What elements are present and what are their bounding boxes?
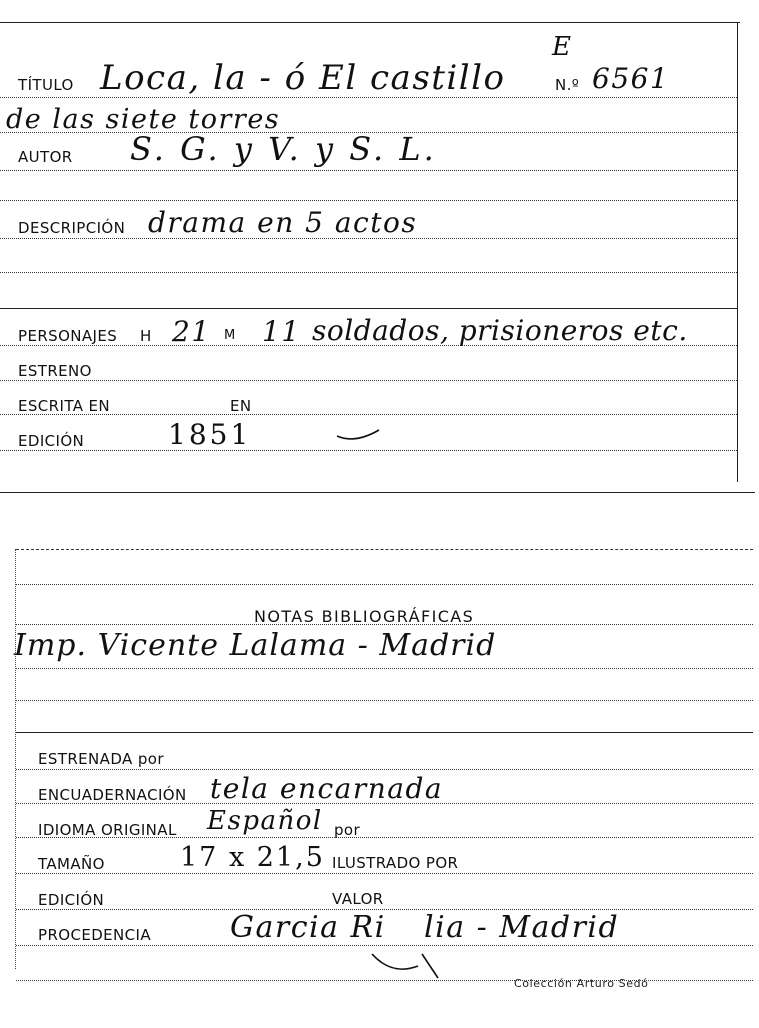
personajes-m-label: M bbox=[224, 328, 236, 343]
numero-label: N.º bbox=[555, 76, 580, 94]
en-label: EN bbox=[230, 397, 252, 415]
personajes-label: PERSONAJES bbox=[18, 327, 118, 345]
titulo-value: Loca, la - ó El castillo bbox=[100, 58, 506, 98]
personajes-h-label: H bbox=[140, 327, 152, 345]
card-bottom-edge bbox=[0, 492, 755, 493]
tamano-value: 17 x 21,5 bbox=[180, 842, 325, 873]
estrenada-por-label: ESTRENADA por bbox=[38, 750, 164, 768]
titulo-label: TÍTULO bbox=[18, 76, 74, 94]
descripcion-label: DESCRIPCIÓN bbox=[18, 219, 126, 237]
edicion-label: EDICIÓN bbox=[18, 432, 85, 450]
catalog-card-top bbox=[0, 0, 759, 495]
pen-stroke-mark bbox=[368, 940, 448, 980]
pen-stroke-mark bbox=[335, 426, 385, 446]
titulo-value-continued: de las siete torres bbox=[6, 104, 281, 135]
rule-line bbox=[0, 272, 737, 273]
numero-mark: E bbox=[552, 32, 573, 62]
escrita-en-label: ESCRITA EN bbox=[18, 397, 111, 415]
rule-line bbox=[0, 450, 737, 451]
rule-line bbox=[0, 308, 737, 309]
card-top-edge bbox=[0, 22, 740, 23]
personajes-m-value: 11 bbox=[262, 315, 301, 348]
encuadernacion-label: ENCUADERNACIÓN bbox=[38, 786, 187, 804]
descripcion-value: drama en 5 actos bbox=[148, 206, 418, 239]
ilustrado-por-label: ILUSTRADO POR bbox=[332, 854, 459, 872]
estreno-label: ESTRENO bbox=[18, 362, 92, 380]
valor-label: VALOR bbox=[332, 890, 384, 908]
tamano-label: TAMAÑO bbox=[38, 855, 105, 873]
rule-line bbox=[16, 769, 753, 770]
rule-line bbox=[16, 873, 753, 874]
personajes-h-value: 21 bbox=[172, 315, 211, 348]
idioma-original-label: IDIOMA ORIGINAL bbox=[38, 821, 177, 839]
card-left-edge bbox=[15, 549, 16, 969]
procedencia-label: PROCEDENCIA bbox=[38, 926, 152, 944]
rule-line bbox=[0, 414, 737, 415]
card-right-edge bbox=[737, 22, 738, 482]
edicion-bottom-label: EDICIÓN bbox=[38, 891, 105, 909]
rule-line bbox=[0, 200, 737, 201]
procedencia-value-continued: lia - Madrid bbox=[424, 910, 620, 945]
edicion-value: 1851 bbox=[168, 418, 252, 451]
numero-value: 6561 bbox=[592, 62, 670, 95]
rule-line bbox=[16, 668, 753, 669]
rule-line bbox=[16, 584, 753, 585]
notas-heading: NOTAS BIBLIOGRÁFICAS bbox=[254, 607, 475, 626]
rule-line bbox=[0, 380, 737, 381]
procedencia-value: Garcia Ri bbox=[230, 910, 386, 945]
autor-label: AUTOR bbox=[18, 148, 73, 166]
autor-value: S. G. y V. y S. L. bbox=[130, 130, 437, 168]
notas-value: Imp. Vicente Lalama - Madrid bbox=[14, 628, 497, 663]
catalog-card-bottom bbox=[0, 540, 759, 1028]
idioma-por-label: por bbox=[334, 821, 361, 839]
personajes-extra: soldados, prisioneros etc. bbox=[312, 314, 688, 347]
encuadernacion-value: tela encarnada bbox=[210, 772, 444, 805]
collection-credit: Colección Arturo Sedó bbox=[514, 977, 649, 990]
rule-line bbox=[16, 732, 753, 733]
idioma-original-value: Español bbox=[207, 806, 323, 836]
rule-line bbox=[0, 170, 737, 171]
rule-line bbox=[16, 700, 753, 701]
card-top-edge bbox=[16, 549, 753, 550]
